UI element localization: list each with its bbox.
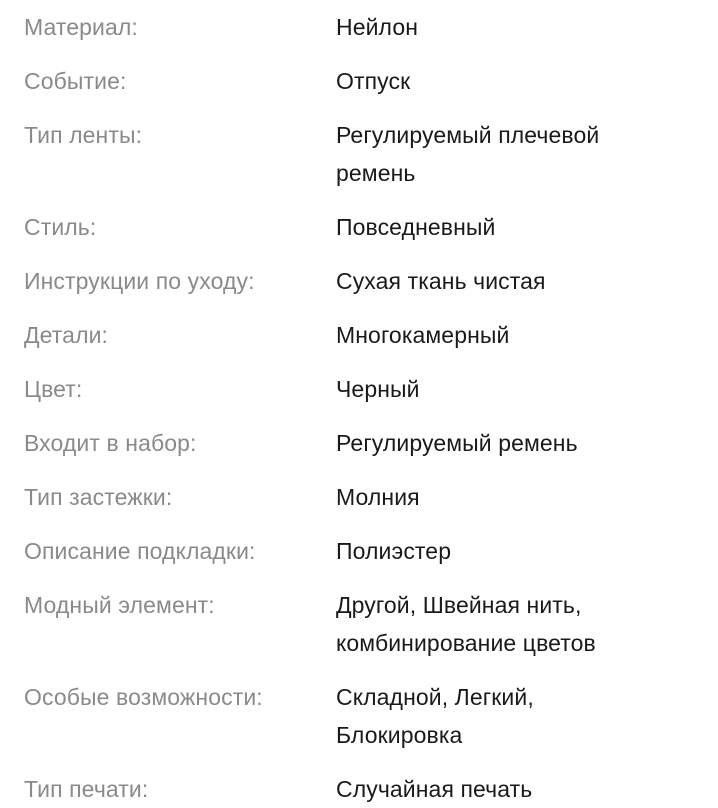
spec-value: Молния <box>336 484 420 510</box>
spec-label: Детали: <box>24 322 109 348</box>
spec-value: Другой, Швейная нить, комбинирование цветов <box>336 592 596 656</box>
spec-value: Регулируемый ремень <box>336 430 578 456</box>
spec-label: Описание подкладки: <box>24 538 256 564</box>
spec-label: Стиль: <box>24 214 97 240</box>
spec-label: Тип ленты: <box>24 122 143 148</box>
spec-label: Материал: <box>24 14 138 40</box>
spec-label: Тип печати: <box>24 776 149 802</box>
spec-label: Входит в набор: <box>24 430 197 456</box>
spec-label: Особые возможности: <box>24 684 263 710</box>
spec-value: Нейлон <box>336 14 419 40</box>
spec-value: Многокамерный <box>336 322 510 348</box>
spec-label: Тип застежки: <box>24 484 173 510</box>
spec-value: Черный <box>336 376 420 402</box>
spec-value: Случайная печать <box>336 776 533 802</box>
spec-value: Полиэстер <box>336 538 452 564</box>
spec-label: Цвет: <box>24 376 83 402</box>
spec-value: Регулируемый плечевой ремень <box>336 122 600 186</box>
spec-label: Инструкции по уходу: <box>24 268 255 294</box>
spec-label: Событие: <box>24 68 127 94</box>
spec-value: Отпуск <box>336 68 411 94</box>
spec-label: Модный элемент: <box>24 592 215 618</box>
spec-value: Складной, Легкий, Блокировка <box>336 684 534 748</box>
spec-value: Повседневный <box>336 214 496 240</box>
spec-value: Сухая ткань чистая <box>336 268 546 294</box>
